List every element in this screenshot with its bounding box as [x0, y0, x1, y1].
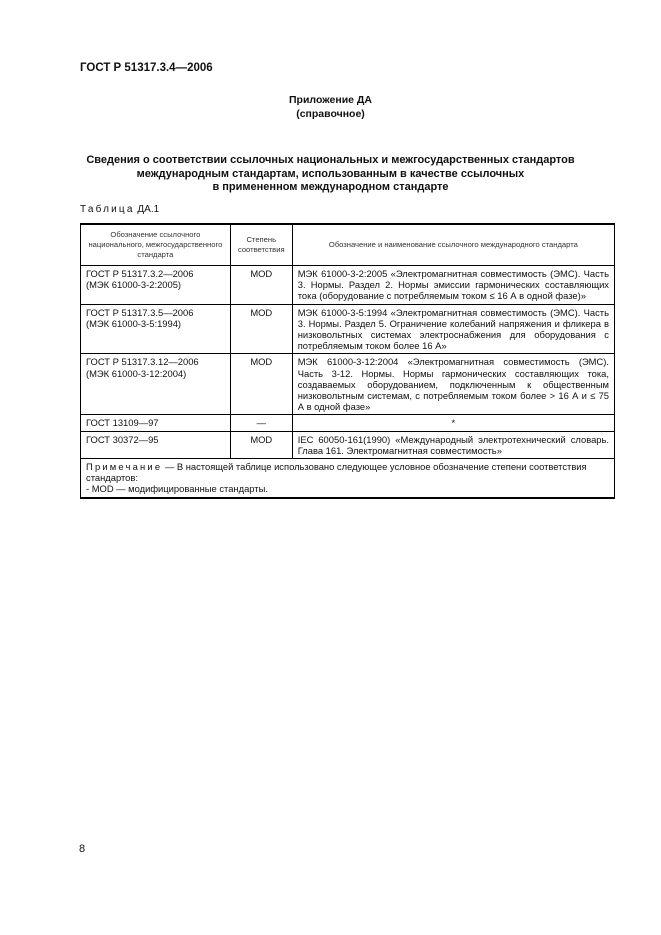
table-header-row [81, 224, 615, 266]
table-row [81, 354, 615, 415]
degree-cell: MOD [230, 266, 292, 305]
note-item: - MOD — модифицированные стандарты. [86, 483, 268, 495]
table-row [81, 415, 615, 431]
national-standard: ГОСТ Р 51317.3.2—2006 [86, 268, 194, 279]
header-international-standard: Обозначение и наименование ссылочного международного стандарта [292, 224, 614, 266]
table-note-row [81, 459, 615, 498]
table-caption [80, 204, 159, 215]
international-standard-cell: МЭК 61000-3-5:1994 «Электромагнитная совместимость (ЭМС). Часть 3. Нормы. Раздел 5. Ограничение колебаний напряжения и фликера в низковольтных системах электроснабжения для оборудования с потребляемым током более 16 А» [292, 304, 614, 354]
document-code: ГОСТ Р 51317.3.4—2006 [80, 62, 213, 74]
national-standard-ref: (МЭК 61000-3-2:2005) [86, 279, 182, 291]
correspondence-table [80, 223, 615, 499]
header-national-standard: Обозначение ссылочного национального, межгосударственного стандарта [81, 224, 231, 266]
header-degree: Степень соответствия [230, 224, 292, 266]
table-note [81, 459, 615, 498]
degree-cell: MOD [230, 431, 292, 458]
note-body: — В настоящей таблице использовано следующее условное обозначение степени соответствия стандартов: [86, 461, 587, 484]
table-row [81, 266, 615, 305]
degree-cell: — [230, 415, 292, 431]
international-standard-cell: МЭК 61000-3-12:2004 «Электромагнитная совместимость (ЭМС). Часть 3-12. Нормы. Нормы гармонических составляющих тока, создаваемых оборудованием, подключенным к общественным низковольтным системам, с потребляемым током более > 16 А и ≤ 75 А в одной фазе» [292, 354, 614, 415]
page-number: 8 [79, 843, 86, 855]
heading-line: международным стандартам, использованным в качестве ссылочных [136, 167, 525, 180]
international-standard-cell: IEC 60050-161(1990) «Международный электротехнический словарь. Глава 161. Электромагнитная совместимость» [292, 431, 614, 458]
table-row [81, 304, 615, 354]
heading-line: в примененном международном стандарте [212, 181, 449, 193]
national-standard: ГОСТ 13109—97 [86, 417, 159, 429]
degree-cell: MOD [230, 354, 292, 415]
national-standard: ГОСТ Р 51317.3.12—2006 [86, 356, 199, 368]
national-standard: ГОСТ Р 51317.3.5—2006 [86, 306, 194, 318]
table-caption-number: ДА.1 [137, 204, 160, 215]
international-standard-cell: * [292, 415, 614, 431]
note-text [86, 461, 609, 483]
annex-heading [0, 93, 661, 121]
heading-line: Сведения о соответствии ссылочных национальных и межгосударственных стандартов [86, 154, 575, 166]
table-row [81, 431, 615, 458]
note-label: Примечание [86, 461, 163, 473]
national-standard-ref: (МЭК 61000-3-5:1994) [86, 317, 182, 329]
national-standard-cell [81, 431, 231, 458]
section-heading [60, 154, 601, 195]
international-standard-cell: МЭК 61000-3-2:2005 «Электромагнитная совместимость (ЭМС). Часть 3. Нормы. Раздел 2. Нормы эмиссии гармонических составляющих тока (оборудование с потребляемым током ≤ 16 А в одной фазе)» [292, 266, 614, 305]
national-standard-cell [81, 266, 231, 305]
annex-kind: (справочное) [296, 108, 365, 120]
national-standard-cell [81, 304, 231, 354]
degree-cell: MOD [230, 304, 292, 354]
national-standard: ГОСТ 30372—95 [86, 433, 159, 445]
national-standard-cell [81, 354, 231, 415]
table-caption-word: Таблица [80, 204, 135, 215]
national-standard-cell [81, 415, 231, 431]
annex-title: Приложение ДА [289, 94, 372, 106]
national-standard-ref: (МЭК 61000-3-12:2004) [86, 367, 187, 379]
